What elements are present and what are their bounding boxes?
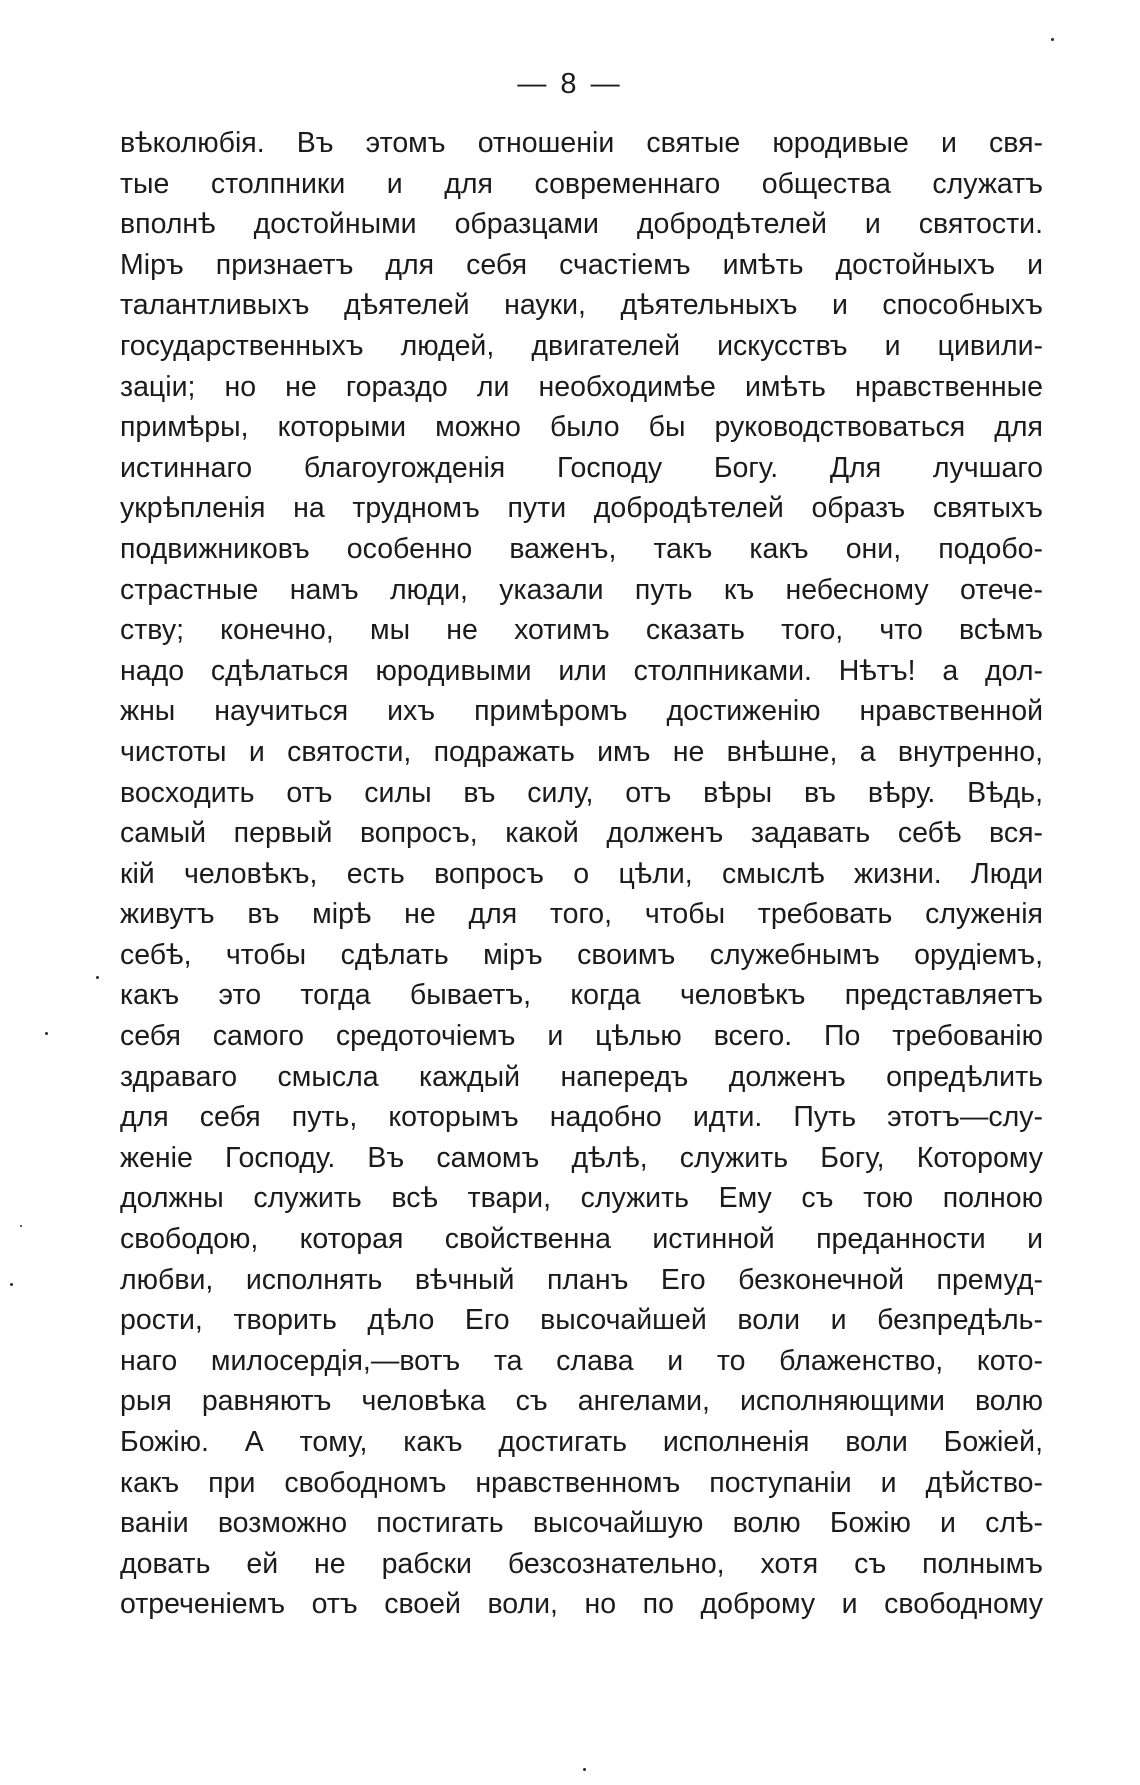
text-line: подвижниковъ особенно важенъ, такъ какъ они, подобо- <box>120 532 1043 565</box>
text-line: Божію. А тому, какъ достигать исполненія воли Божіей, <box>120 1426 1043 1458</box>
text-line: укрѣпленія на трудномъ пути добродѣтелей образъ святыхъ <box>120 492 1043 525</box>
text-line: рости, творить дѣло Его высочайшей воли и безпредѣль- <box>120 1304 1043 1337</box>
text-line: ству; конечно, мы не хотимъ сказать того, что всѣмъ <box>120 614 1043 647</box>
text-line: истиннаго благоугожденія Господу Богу. Для лучшаго <box>120 451 1043 484</box>
scan-speck <box>20 1225 22 1227</box>
text-line: какъ это тогда бываетъ, когда человѣкъ представляетъ <box>120 979 1043 1012</box>
text-line: страстные намъ люди, указали путь къ небесному отече- <box>120 573 1043 606</box>
text-line: тые столпники и для современнаго общества служатъ <box>120 167 1043 200</box>
text-line: самый первый вопросъ, какой долженъ задавать себѣ вся- <box>120 817 1043 850</box>
scan-speck <box>10 1283 13 1286</box>
text-line: надо сдѣлаться юродивыми или столпниками. Нѣтъ! а дол- <box>120 654 1043 687</box>
text-line: чистоты и святости, подражать имъ не внѣшне, а внутренно, <box>120 735 1043 768</box>
text-line: живутъ въ мірѣ не для того, чтобы требовать служенія <box>120 898 1043 931</box>
text-line: заціи; но не гораздо ли необходимѣе имѣть нравственные <box>120 370 1043 403</box>
text-line: свободою, которая свойственна истинной преданности и <box>120 1223 1043 1256</box>
text-line: себѣ, чтобы сдѣлать міръ своимъ служебнымъ орудіемъ, <box>120 938 1043 971</box>
body-text <box>120 123 1043 1625</box>
page-number: — 8 — <box>517 68 623 100</box>
text-line: рыя равняютъ человѣка съ ангелами, исполняющими волю <box>120 1385 1043 1418</box>
text-line: государственныхъ людей, двигателей искусствъ и цивили- <box>120 329 1043 362</box>
text-line: для себя путь, которымъ надобно идти. Путь этотъ—слу- <box>120 1101 1043 1134</box>
text-line: любви, исполнять вѣчный планъ Его безконечной премуд- <box>120 1263 1043 1296</box>
text-line: довать ей не рабски безсознательно, хотя съ полнымъ <box>120 1547 1043 1580</box>
text-line: женіе Господу. Въ самомъ дѣлѣ, служить Богу, Которому <box>120 1141 1043 1174</box>
text-line: какъ при свободномъ нравственномъ поступаніи и дѣйство- <box>120 1466 1043 1499</box>
scan-speck <box>96 976 99 979</box>
text-line: должны служить всѣ твари, служить Ему съ тою полною <box>120 1182 1043 1215</box>
text-line: здраваго смысла каждый напередъ долженъ опредѣлить <box>120 1060 1043 1093</box>
text-line: вполнѣ достойными образцами добродѣтелей и святости. <box>120 208 1043 241</box>
text-line: жны научиться ихъ примѣромъ достиженію нравственной <box>120 695 1043 728</box>
text-line: наго милосердія,—вотъ та слава и то блаженство, кото- <box>120 1344 1043 1377</box>
text-line: талантливыхъ дѣятелей науки, дѣятельныхъ и способныхъ <box>120 289 1043 322</box>
text-line: восходить отъ силы въ силу, отъ вѣры въ вѣру. Вѣдь, <box>120 776 1043 809</box>
scan-speck <box>45 1032 48 1035</box>
text-line: вѣколюбія. Въ этомъ отношеніи святые юродивые и свя- <box>120 127 1043 159</box>
text-line: примѣры, которыми можно было бы руководствоваться для <box>120 411 1043 444</box>
text-line: кій человѣкъ, есть вопросъ о цѣли, смыслѣ жизни. Люди <box>120 857 1043 890</box>
text-line: себя самого средоточіемъ и цѣлью всего. По требованію <box>120 1020 1043 1053</box>
text-line: Міръ признаетъ для себя счастіемъ имѣть достойныхъ и <box>120 248 1043 281</box>
text-line: ваніи возможно постигать высочайшую волю Божію и слѣ- <box>120 1507 1043 1540</box>
text-line: отреченіемъ отъ своей воли, но по доброму и свободному <box>120 1588 1043 1621</box>
scan-speck <box>583 1768 586 1771</box>
scan-speck <box>1051 38 1054 41</box>
